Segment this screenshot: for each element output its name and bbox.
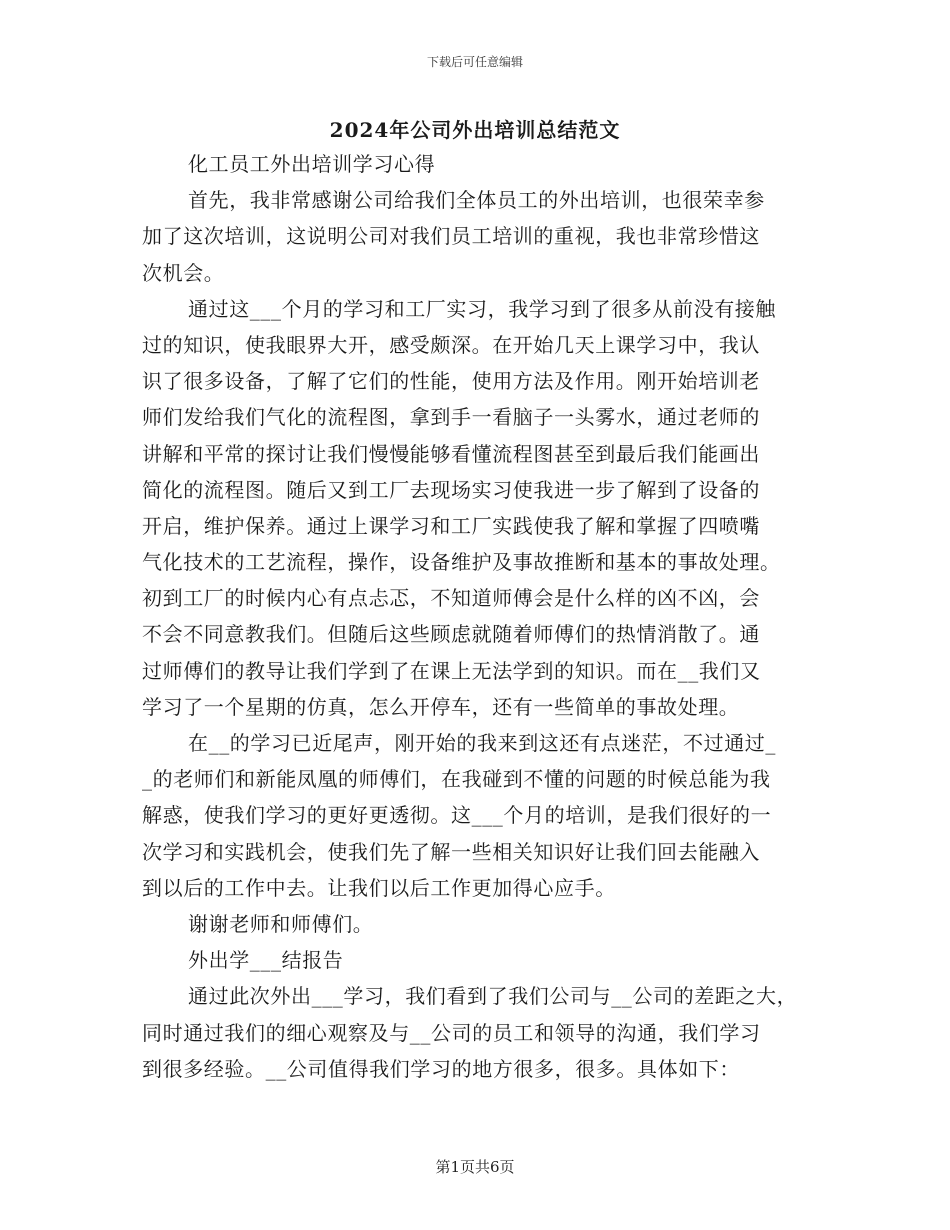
text-line: 开启，维护保养。通过上课学习和工厂实践使我了解和掌握了四喷嘴	[142, 513, 760, 538]
text-line: 不会不同意教我们。但随后这些顾虑就随着师傅们的热情消散了。通	[142, 622, 760, 647]
document-body	[142, 146, 822, 1087]
text-line: 通过这___个月的学习和工厂实习，我学习到了很多从前没有接触	[188, 296, 776, 321]
text-line: 通过此次外出___学习，我们看到了我们公司与__公司的差距之大，	[188, 984, 798, 1009]
text-line: 师们发给我们气化的流程图，拿到手一看脑子一头雾水，通过老师的	[142, 405, 760, 430]
page-footer: 第1页共6页	[435, 1158, 515, 1176]
text-line: 化工员工外出培训学习心得	[188, 152, 436, 176]
text-line: 到以后的工作中去。让我们以后工作更加得心应手。	[142, 875, 616, 900]
text-line: 解惑，使我们学习的更好更透彻。这___个月的培训，是我们很好的一	[142, 803, 772, 828]
text-line: 过师傅们的教导让我们学到了在课上无法学到的知识。而在__我们又	[142, 658, 761, 683]
text-line: 到很多经验。__公司值得我们学习的地方很多，很多。具体如下：	[142, 1056, 740, 1081]
document-title: 2024年公司外出培训总结范文	[329, 118, 621, 142]
text-line: 讲解和平常的探讨让我们慢慢能够看懂流程图甚至到最后我们能画出	[142, 441, 760, 466]
text-line: _的老师们和新能凤凰的师傅们，在我碰到不懂的问题的时候总能为我	[142, 767, 771, 792]
text-line: 加了这次培训，这说明公司对我们员工培训的重视，我也非常珍惜这	[142, 224, 760, 249]
text-line: 识了很多设备，了解了它们的性能，使用方法及作用。刚开始培训老	[142, 369, 760, 394]
text-line: 初到工厂的时候内心有点忐忑，不知道师傅会是什么样的凶不凶，会	[142, 586, 760, 611]
text-line: 次学习和实践机会，使我们先了解一些相关知识好让我们回去能融入	[142, 839, 760, 864]
text-line: 学习了一个星期的仿真，怎么开停车，还有一些简单的事故处理。	[142, 694, 740, 719]
text-line: 外出学___结报告	[188, 948, 344, 973]
text-line: 气化技术的工艺流程，操作，设备维护及事故推断和基本的事故处理。	[142, 550, 781, 575]
header-note: 下载后可任意编辑	[426, 55, 523, 69]
text-line: 谢谢老师和师傅们。	[188, 911, 374, 936]
text-line: 在__的学习已近尾声，刚开始的我来到这还有点迷茫，不过通过_	[188, 731, 776, 755]
text-line: 次机会。	[142, 260, 225, 285]
text-line: 简化的流程图。随后又到工厂去现场实习使我进一步了解到了设备的	[142, 477, 760, 502]
text-line: 过的知识，使我眼界大开，感受颇深。在开始几天上课学习中，我认	[142, 332, 760, 357]
text-line: 同时通过我们的细心观察及与__公司的员工和领导的沟通，我们学习	[142, 1020, 761, 1045]
text-line: 首先，我非常感谢公司给我们全体员工的外出培训，也很荣幸参	[188, 188, 765, 213]
